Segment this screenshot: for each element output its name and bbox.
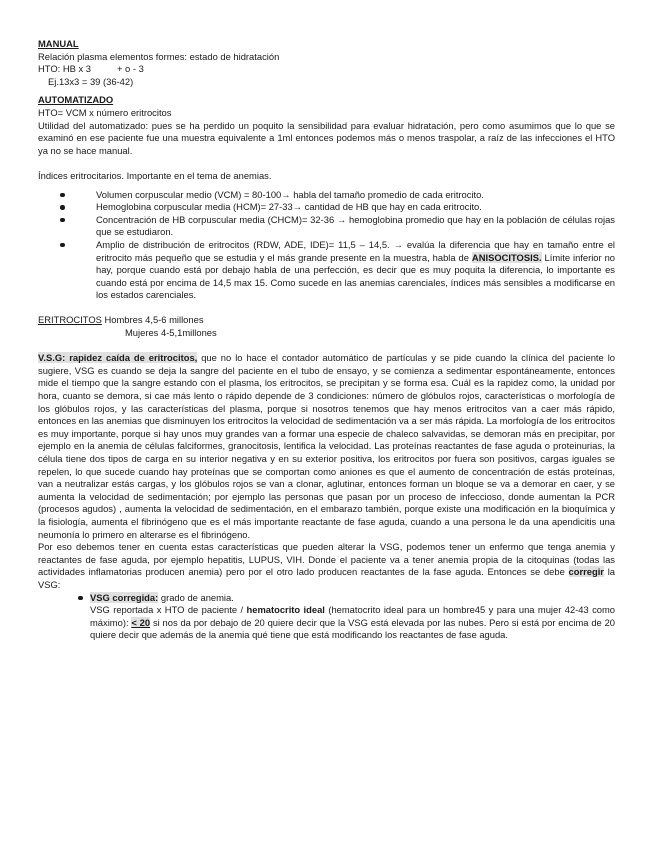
vsg-corregida-text: grado de anemia.	[160, 591, 234, 603]
corregir-highlight: corregir	[568, 566, 604, 578]
indices-list	[38, 189, 615, 302]
list-item: Volumen corpuscular medio (VCM) = 80-100→ habla del tamaño promedio de cada eritrocito.	[38, 189, 615, 202]
eritrocitos-hombres: Hombres 4,5-6 millones	[104, 314, 204, 326]
indices-intro: Índices eritrocitarios. Importante en el tema de anemias.	[38, 169, 272, 181]
vsg-text-2-post: la VSG:	[38, 566, 615, 590]
rdw-text: Amplio de distribución de eritrocitos (RDW, ADE, IDE)= 11,5 – 14,5. → evalúa la diferencia que hay en tamaño entre el eritrocito más pequeño que se estudia y el más grande presente en la muestra, habla de	[96, 238, 615, 263]
eritrocitos-line	[38, 314, 615, 327]
vsg-text-2: Por eso debemos tener en cuenta estas características que pueden alterar la VSG, podemos tener un enfermo que tenga anemia y reactantes de fase aguda, por ejemplo hepatitis, LUPUS, VIH. Donde el paciente va a tener anemia propia de la citoquinas (todas las actividades inflamatorias producen anemia) pero por el otro lado producen reactantes de la fase aguda. Entonces se debe	[38, 541, 615, 578]
eritrocitos-label: ERITROCITOS	[38, 314, 102, 326]
list-item-rdw	[38, 239, 615, 302]
vsg-formula-text: VSG reportada x HTO de paciente /	[90, 604, 244, 616]
vsg-list	[38, 592, 615, 642]
vsg-paragraph-1	[38, 352, 615, 541]
list-item-vsg-corregida	[38, 592, 615, 642]
vsg-formula-post: si nos da por debajo de 20 quiere decir que la VSG está elevada por las nubes. Pero si está por encima de 20 quiere decir que además de la anemia qué tiene que está modificando los reactantes de fase aguda.	[90, 616, 615, 641]
vsg-paragraph-2	[38, 541, 615, 591]
manual-heading: MANUAL	[38, 38, 79, 49]
rdw-text-post: Límite inferior no hay, porque cuando está por debajo habla de una perfección, es decir que es muy poquita la diferencia, lo importante es cuando está por encima de 14,5 max 15. Como sucede en las anemias carenciales, índices más sensibles a modificarse en los estados carenciales.	[96, 251, 616, 301]
manual-line-2	[38, 63, 615, 76]
less-20-highlight: < 20	[131, 616, 151, 628]
vsg-corregida-label: VSG corregida:	[90, 591, 159, 603]
auto-paragraph: Utilidad del automatizado: pues se ha perdido un poquito la sensibilidad para evaluar hidratación, pero como asumimos que lo que se examinó en ese paciente fue una muestra equivalente a 1ml entonces podemos más o menos traspolar, a raíz de las infecciones el HTO ya no se hace manual.	[38, 119, 615, 156]
list-item: Concentración de HB corpuscular media (CHCM)= 32-36 → hemoglobina promedio que hay en la población de células rojas que se estudiaron.	[38, 214, 615, 239]
hematocrito-ideal-bold: hematocrito ideal	[246, 604, 325, 616]
manual-line-1: Relación plasma elementos formes: estado de hidratación	[38, 50, 280, 62]
list-item: Hemoglobina corpuscular media (HCM)= 27-33→ cantidad de HB que hay en cada eritrocito.	[38, 201, 615, 214]
manual-range: + o - 3	[116, 63, 144, 75]
vsg-formula-mid: (hematocrito ideal para un hombre45 y para una mujer 42-43 como máximo):	[90, 604, 616, 628]
auto-line-1: HTO= VCM x número eritrocitos	[38, 106, 172, 118]
auto-heading: AUTOMATIZADO	[38, 94, 114, 106]
vsg-text: que no lo hace el contador automático de partículas y se pide cuando la clínica del paciente lo sugiere, VSG es cuando se deja la sangre del paciente en el tubo de ensayo, y se comienza a sedimentar espontáneamente, entonces mide el tiempo que la sangre estando con el plasma, los eritrocitos, se precipitan y se forma esa. Cuál es la rapidez como, la unidad por hora, cuanto se demora, si cae más lento o rápido depende de 3 condiciones: número de glóbulos rojos, características o morfología de los glóbulos rojos, y las características del plasma, porque si nosotros tenemos que hay menos eritrocitos van a caer más rápido, entonces en las anemias que disminuyen los eritrocitos la velocidad de sedimentación va a ser más rápida. La morfología de los eritrocitos es muy importante, porque si hay unos muy grandes van a formar una especie de chaleco salvavidas, se demoran más en precipitar, por ejemplo en la anemia de células falciformes, granocitosis, lentifica la velocidad. Las proteínas reactantes de fase aguda o proteinurias, la célula tiene dos tipos de carga en su interior negativa y en su exterior positiva, los eritrocitos por fuera son positivos, cargas iguales se repelen, lo que sucede cuando hay proteínas que se comportan como aniones es que el aumento de concentración de estás proteínas, van a neutralizar estás cargas, y los glóbulos rojos se van a clonar, aglutinar, entonces forman un bloque se va a demorar en caer, y se aumenta la velocidad de sedimentación; por ejemplo las personas que pasan por un proceso de infeccioso, donde aumentan la PCR (procesos agudos) , aumenta la velocidad de sedimentación, en el embarazo también, porque existe una modificación en la bioquímica y la fisiología, aumenta el fibrinógeno que es el más importante reactante de fase aguda, cuando a una persona le da una apendicitis una neumonía lo primero en alterarse es el fibrinógeno.	[38, 352, 615, 540]
eritrocitos-mujeres: Mujeres 4-5,1millones	[125, 327, 217, 339]
vsg-formula-paragraph	[90, 604, 615, 642]
manual-formula: HTO: HB x 3	[38, 63, 91, 75]
manual-example: Ej.13x3 = 39 (36-42)	[48, 75, 134, 87]
vsg-title: V.S.G: rapidez caída de eritrocitos,	[38, 352, 198, 364]
anisocitosis-highlight: ANISOCITOSIS.	[471, 251, 542, 263]
